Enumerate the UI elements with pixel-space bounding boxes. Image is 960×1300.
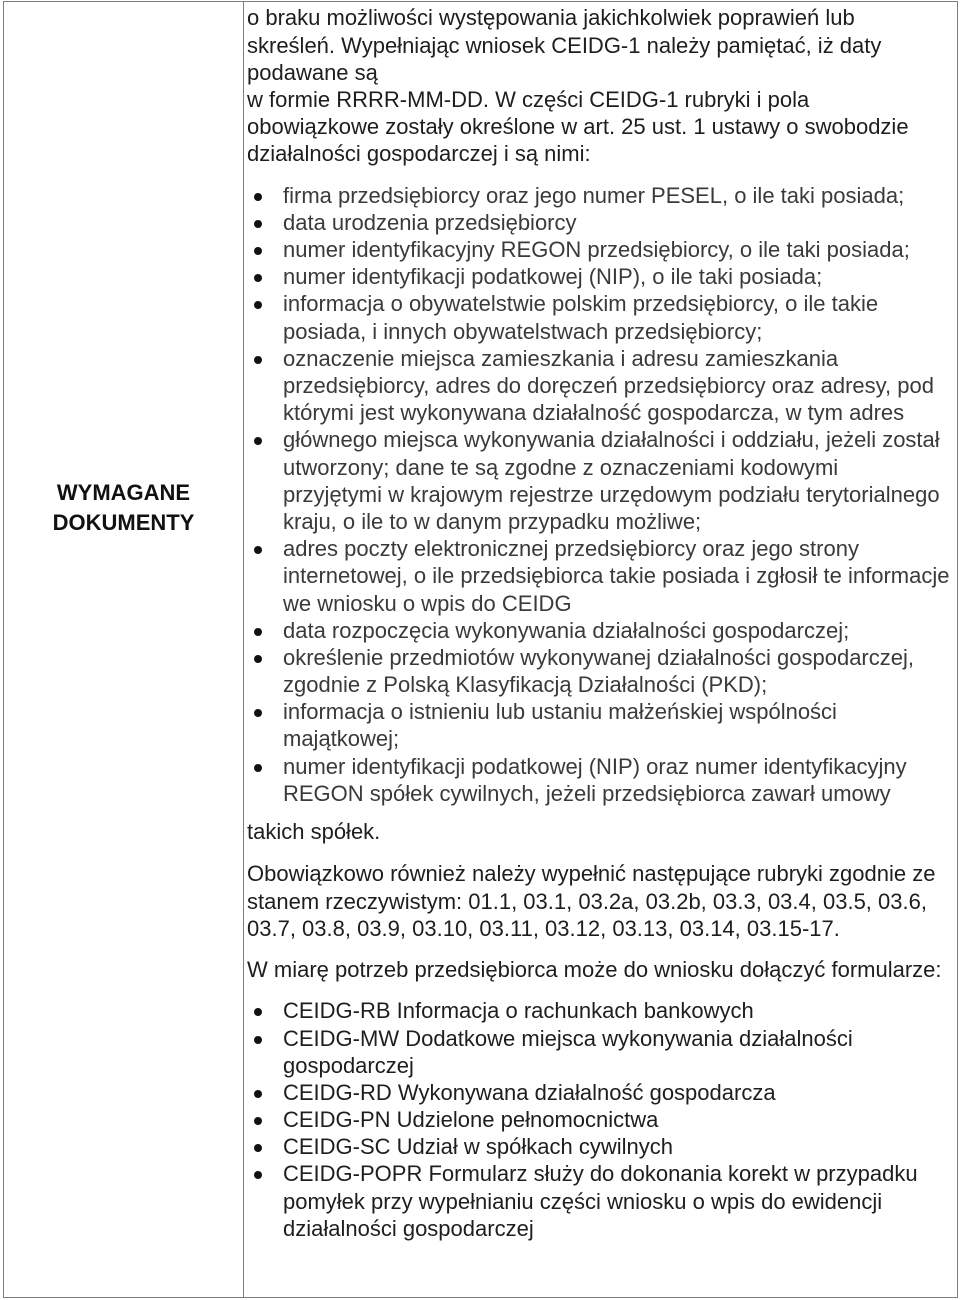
required-field-item <box>247 753 953 807</box>
list-item-line: zgodnie z Polską Klasyfikacją Działalności (PKD); <box>283 672 768 698</box>
list-item-line: numer identyfikacji podatkowej (NIP) oraz numer identyfikacyjny <box>283 753 907 779</box>
list-item-line: kraju, o ile to w danym przypadku możliwe; <box>283 508 702 534</box>
list-item-line: we wniosku o wpis do CEIDG <box>283 590 572 616</box>
bullet-icon <box>254 1171 262 1179</box>
list-item-line: numer identyfikacyjny REGON przedsiębiorcy, o ile taki posiada; <box>283 237 910 263</box>
list-item-line: działalności gospodarczej <box>283 1215 534 1241</box>
intro-line: obowiązkowe zostały określone w art. 25 ust. 1 ustawy o swobodzie <box>247 114 909 140</box>
section-label-cell <box>4 2 243 1297</box>
bullet-icon <box>254 628 262 636</box>
bullet-icon <box>254 247 262 255</box>
list-item-line: majątkowej; <box>283 726 400 752</box>
list-item-line: oznaczenie miejsca zamieszkania i adresu zamieszkania <box>283 345 839 371</box>
required-field-item <box>247 290 953 344</box>
intro-line: działalności gospodarczej i są nimi: <box>247 141 591 167</box>
required-field-item <box>247 263 953 290</box>
list-item-line: gospodarczej <box>283 1052 414 1078</box>
list-continuation-text: takich spółek. <box>247 819 381 845</box>
list-item-line: CEIDG-POPR Formularz służy do dokonania korekt w przypadku <box>283 1161 918 1187</box>
mandatory-fields-line: stanem rzeczywistym: 01.1, 03.1, 03.2a, 03.2b, 03.3, 03.4, 03.5, 03.6, <box>247 888 927 914</box>
intro-line: podawane są <box>247 59 378 85</box>
list-item-line: utworzony; dane te są zgodne z oznaczeniami kodowymi <box>283 454 839 480</box>
list-item-line: pomyłek przy wypełnianiu części wniosku o wpis do ewidencji <box>283 1188 883 1214</box>
required-field-item <box>247 236 953 263</box>
mandatory-fields-line: Obowiązkowo również należy wypełnić następujące rubryki zgodnie ze <box>247 861 936 887</box>
list-item-line: data urodzenia przedsiębiorcy <box>283 209 577 235</box>
list-item-line: CEIDG-SC Udział w spółkach cywilnych <box>283 1134 673 1160</box>
bullet-icon <box>254 546 262 554</box>
mandatory-fields-line: 03.7, 03.8, 03.9, 03.10, 03.11, 03.12, 03.13, 03.14, 03.15-17. <box>247 915 840 941</box>
bullet-icon <box>254 764 262 772</box>
optional-form-item <box>247 1133 953 1160</box>
list-item-line: którymi jest wykonywana działalność gospodarcza, w tym adres <box>283 400 905 426</box>
bullet-icon <box>254 655 262 663</box>
list-item-line: CEIDG-RB Informacja o rachunkach bankowych <box>283 998 754 1024</box>
optional-forms-list <box>247 997 953 1242</box>
required-field-item <box>247 182 953 209</box>
optional-form-item <box>247 1106 953 1133</box>
list-item-line: przyjętymi w krajowym rejestrze urzędowym podziału terytorialnego <box>283 481 940 507</box>
intro-line: o braku możliwości występowania jakichkolwiek poprawień lub <box>247 5 855 31</box>
requirements-table <box>3 1 958 1298</box>
mandatory-fields-paragraph <box>247 860 953 942</box>
optional-form-item <box>247 1160 953 1242</box>
list-item-line: posiada, i innych obywatelstwach przedsiębiorcy; <box>283 318 763 344</box>
optional-forms-intro: W miarę potrzeb przedsiębiorca może do wniosku dołączyć formularze: <box>247 957 942 983</box>
required-field-item <box>247 698 953 752</box>
list-item-line: data rozpoczęcia wykonywania działalności gospodarczej; <box>283 617 850 643</box>
list-item-line: internetowej, o ile przedsiębiorca takie posiada i zgłosił te informacje <box>283 563 950 589</box>
optional-form-item <box>247 1079 953 1106</box>
bullet-icon <box>254 709 262 717</box>
list-item-line: informacja o istnieniu lub ustaniu małżeńskiej wspólności <box>283 699 837 725</box>
required-field-item <box>247 617 953 644</box>
bullet-icon <box>254 1117 262 1125</box>
list-item-line: numer identyfikacji podatkowej (NIP), o ile taki posiada; <box>283 264 823 290</box>
bullet-icon <box>254 1036 262 1044</box>
required-field-item <box>247 535 953 617</box>
bullet-icon <box>254 274 262 282</box>
intro-paragraph <box>247 4 953 167</box>
bullet-icon <box>254 1090 262 1098</box>
intro-line: skreśleń. Wypełniając wniosek CEIDG-1 należy pamiętać, iż daty <box>247 32 882 58</box>
list-item-line: CEIDG-MW Dodatkowe miejsca wykonywania działalności <box>283 1025 853 1051</box>
list-item-line: przedsiębiorcy, adres do doręczeń przedsiębiorcy oraz adresy, pod <box>283 373 934 399</box>
section-content <box>247 4 953 1242</box>
bullet-icon <box>254 220 262 228</box>
required-field-item <box>247 209 953 236</box>
list-item-line: CEIDG-RD Wykonywana działalność gospodarcza <box>283 1079 776 1105</box>
intro-line: w formie RRRR-MM-DD. W części CEIDG-1 rubryki i pola <box>247 86 810 112</box>
list-item-line: firma przedsiębiorcy oraz jego numer PESEL, o ile taki posiada; <box>283 182 905 208</box>
required-field-item <box>247 644 953 698</box>
required-field-item <box>247 345 953 427</box>
required-fields-list <box>247 182 953 807</box>
section-label-line: DOKUMENTY <box>52 510 195 535</box>
required-field-item <box>247 426 953 535</box>
bullet-icon <box>254 1144 262 1152</box>
section-content-cell <box>244 2 957 1297</box>
list-item-line: informacja o obywatelstwie polskim przedsiębiorcy, o ile takie <box>283 291 879 317</box>
optional-form-item <box>247 1025 953 1079</box>
section-label-line: WYMAGANE <box>56 480 191 505</box>
bullet-icon <box>254 1008 262 1016</box>
list-item-line: głównego miejsca wykonywania działalności i oddziału, jeżeli został <box>283 427 940 453</box>
section-label <box>4 478 243 538</box>
list-item-line: REGON spółek cywilnych, jeżeli przedsiębiorca zawarł umowy <box>283 780 891 806</box>
bullet-icon <box>254 193 262 201</box>
bullet-icon <box>254 301 262 309</box>
list-item-line: adres poczty elektronicznej przedsiębiorcy oraz jego strony <box>283 536 859 562</box>
list-item-line: CEIDG-PN Udzielone pełnomocnictwa <box>283 1107 659 1133</box>
bullet-icon <box>254 356 262 364</box>
optional-form-item <box>247 997 953 1024</box>
bullet-icon <box>254 437 262 445</box>
list-item-line: określenie przedmiotów wykonywanej działalności gospodarczej, <box>283 644 914 670</box>
